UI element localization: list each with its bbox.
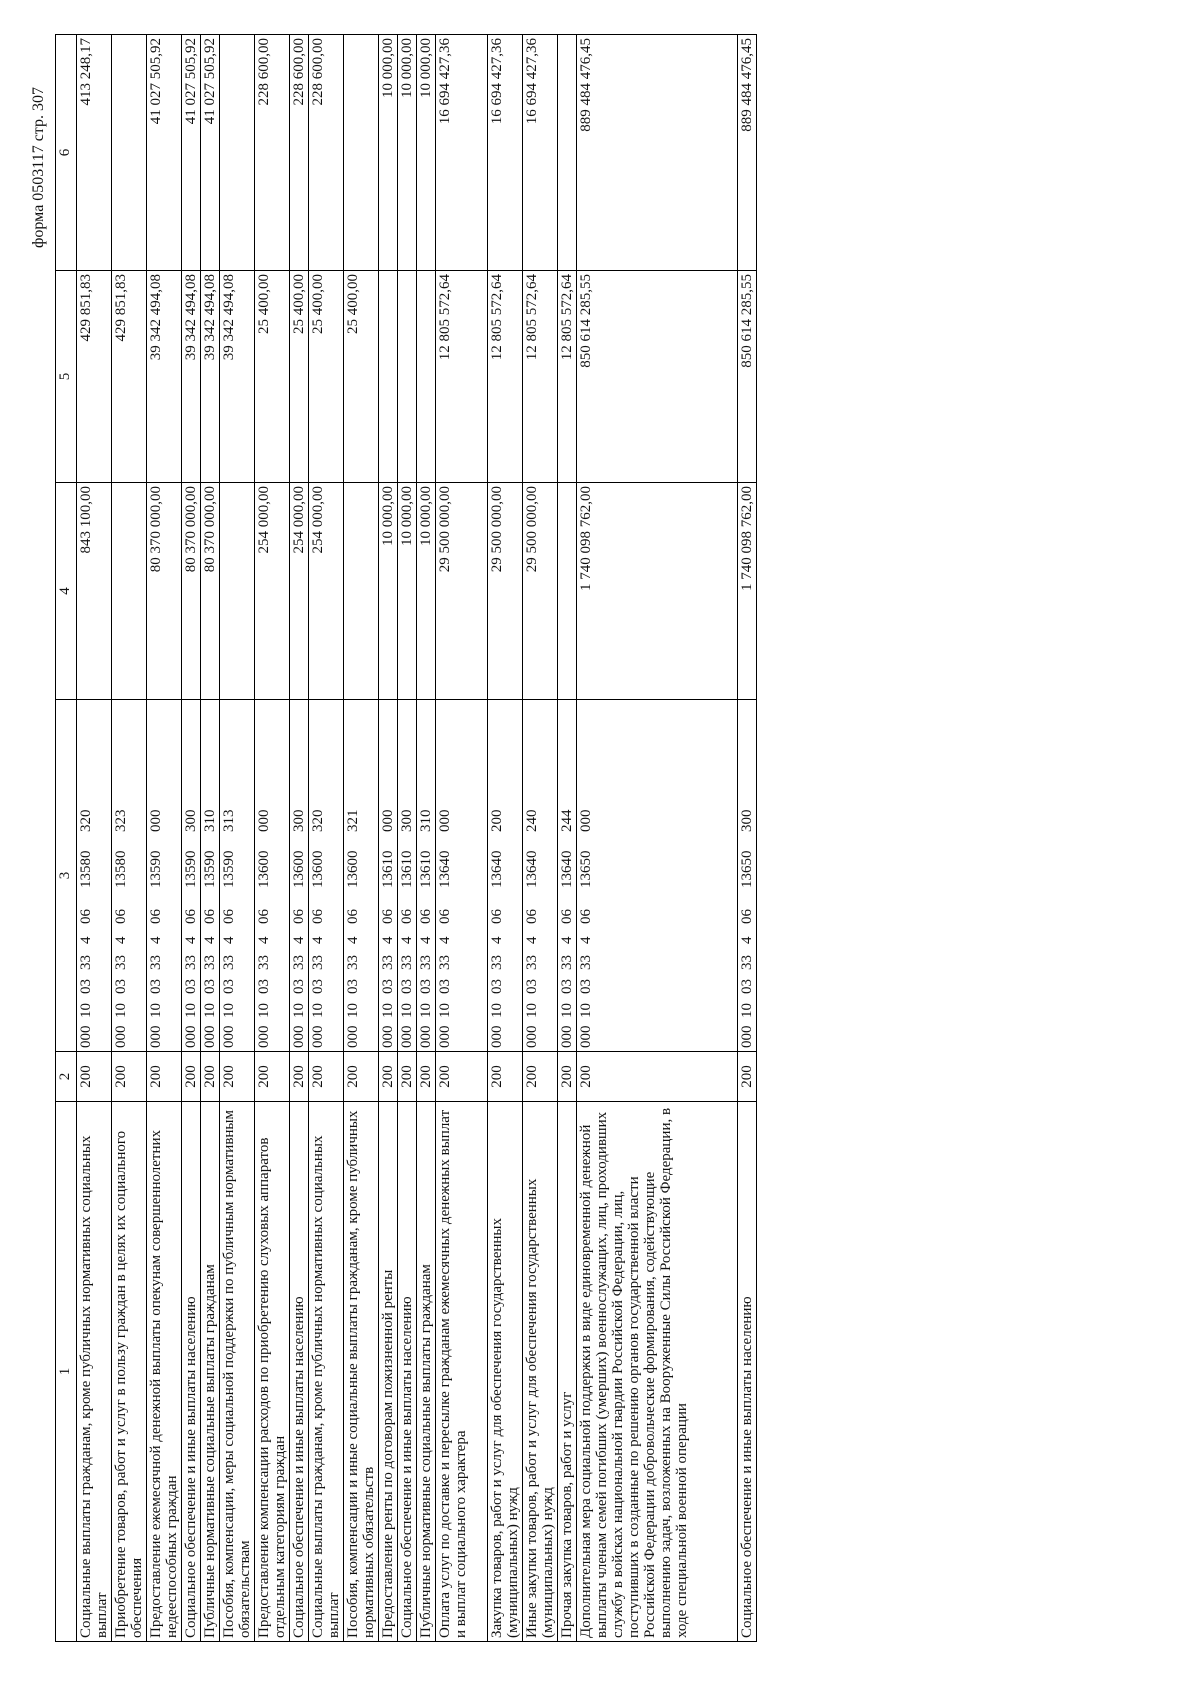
- code-part: 10: [291, 1003, 307, 1018]
- row-approved: 29 500 000,00: [488, 483, 523, 700]
- row-budget-code: [344, 700, 379, 1052]
- code-part: 4: [559, 936, 575, 944]
- code-part: 4: [399, 936, 415, 944]
- row-approved: 1 740 098 762,00: [577, 483, 738, 700]
- code-part: 244: [559, 809, 575, 832]
- row-budget-code: [290, 700, 309, 1052]
- row-unexecuted: 41 027 505,92: [201, 35, 220, 271]
- code-part: 33: [739, 955, 755, 970]
- row-line-code: 200: [201, 1052, 220, 1102]
- row-unexecuted: 10 000,00: [398, 35, 417, 271]
- code-part: 4: [113, 936, 129, 944]
- table-row: [147, 35, 182, 1642]
- row-budget-code: [398, 700, 417, 1052]
- code-part: 310: [202, 809, 218, 832]
- code-part: 320: [78, 809, 94, 832]
- code-part: 000: [291, 1025, 307, 1048]
- code-part: 323: [113, 809, 129, 832]
- row-budget-code: [738, 700, 757, 1052]
- table-row: [436, 35, 488, 1642]
- code-part: 06: [489, 909, 505, 924]
- code-part: 321: [345, 809, 361, 832]
- code-part: 000: [113, 1025, 129, 1048]
- code-part: 33: [113, 955, 129, 970]
- table-row: [309, 35, 344, 1642]
- row-budget-code: [577, 700, 738, 1052]
- row-executed: 850 614 285,55: [738, 271, 757, 483]
- row-executed: 25 400,00: [344, 271, 379, 483]
- code-part: 4: [437, 936, 453, 944]
- row-name: Социальные выплаты гражданам, кроме публичных нормативных социальных выплат: [309, 1102, 344, 1642]
- table-row: [558, 35, 577, 1642]
- code-part: 4: [739, 936, 755, 944]
- row-executed: [379, 271, 398, 483]
- row-line-code: 200: [417, 1052, 436, 1102]
- row-name: Социальное обеспечение и иные выплаты населению: [182, 1102, 201, 1642]
- code-part: 10: [399, 1003, 415, 1018]
- code-part: 06: [78, 909, 94, 924]
- code-part: 4: [221, 936, 237, 944]
- code-part: 06: [221, 909, 237, 924]
- code-part: 13590: [183, 850, 199, 888]
- code-part: 13590: [221, 850, 237, 888]
- code-part: 06: [437, 909, 453, 924]
- row-budget-code: [255, 700, 290, 1052]
- row-unexecuted: 10 000,00: [417, 35, 436, 271]
- code-part: 03: [399, 979, 415, 994]
- row-executed: 12 805 572,64: [436, 271, 488, 483]
- code-part: 13650: [578, 850, 594, 888]
- code-part: 4: [489, 936, 505, 944]
- row-executed: 12 805 572,64: [558, 271, 577, 483]
- row-budget-code: [488, 700, 523, 1052]
- code-part: 13580: [78, 850, 94, 888]
- table-row: [220, 35, 255, 1642]
- code-part: 03: [418, 979, 434, 994]
- code-part: 10: [380, 1003, 396, 1018]
- code-part: 13590: [202, 850, 218, 888]
- code-part: 03: [310, 979, 326, 994]
- code-part: 10: [578, 1003, 594, 1018]
- code-part: 000: [437, 809, 453, 832]
- code-part: 03: [148, 979, 164, 994]
- code-part: 300: [739, 809, 755, 832]
- code-part: 03: [345, 979, 361, 994]
- code-part: 000: [256, 809, 272, 832]
- row-budget-code: [417, 700, 436, 1052]
- code-part: 03: [113, 979, 129, 994]
- row-unexecuted: 228 600,00: [255, 35, 290, 271]
- code-part: 000: [380, 809, 396, 832]
- code-part: 03: [78, 979, 94, 994]
- code-part: 4: [256, 936, 272, 944]
- code-part: 03: [183, 979, 199, 994]
- code-part: 000: [739, 1025, 755, 1048]
- row-name: Социальное обеспечение и иные выплаты населению: [290, 1102, 309, 1642]
- code-part: 06: [291, 909, 307, 924]
- code-part: 4: [418, 936, 434, 944]
- row-unexecuted: 16 694 427,36: [436, 35, 488, 271]
- row-line-code: 200: [558, 1052, 577, 1102]
- code-part: 03: [739, 979, 755, 994]
- row-unexecuted: 41 027 505,92: [182, 35, 201, 271]
- row-name: Приобретение товаров, работ и услуг в пользу граждан в целях их социального обеспечения: [112, 1102, 147, 1642]
- code-part: 13640: [559, 850, 575, 888]
- code-part: 06: [380, 909, 396, 924]
- row-approved: 843 100,00: [77, 483, 112, 700]
- code-part: 000: [380, 1025, 396, 1048]
- row-executed: 25 400,00: [255, 271, 290, 483]
- row-line-code: 200: [523, 1052, 558, 1102]
- table-row: [255, 35, 290, 1642]
- code-part: 33: [291, 955, 307, 970]
- row-executed: 12 805 572,64: [523, 271, 558, 483]
- row-budget-code: [436, 700, 488, 1052]
- code-part: 10: [418, 1003, 434, 1018]
- row-executed: 12 805 572,64: [488, 271, 523, 483]
- table-row: [488, 35, 523, 1642]
- row-unexecuted: 16 694 427,36: [488, 35, 523, 271]
- row-executed: 25 400,00: [290, 271, 309, 483]
- code-part: 200: [489, 809, 505, 832]
- code-part: 06: [183, 909, 199, 924]
- row-line-code: 200: [182, 1052, 201, 1102]
- row-line-code: 200: [112, 1052, 147, 1102]
- row-line-code: 200: [344, 1052, 379, 1102]
- code-part: 13640: [437, 850, 453, 888]
- table-row: [290, 35, 309, 1642]
- code-part: 10: [437, 1003, 453, 1018]
- code-part: 4: [148, 936, 164, 944]
- header-col-2: 2: [56, 1052, 77, 1102]
- table-row: [398, 35, 417, 1642]
- code-part: 300: [399, 809, 415, 832]
- row-name: Публичные нормативные социальные выплаты гражданам: [201, 1102, 220, 1642]
- code-part: 10: [183, 1003, 199, 1018]
- header-col-3: 3: [56, 700, 77, 1052]
- row-unexecuted: 889 484 476,45: [577, 35, 738, 271]
- row-unexecuted: [220, 35, 255, 271]
- code-part: 33: [183, 955, 199, 970]
- code-part: 000: [78, 1025, 94, 1048]
- row-name: Прочая закупка товаров, работ и услуг: [558, 1102, 577, 1642]
- row-name: Оплата услуг по доставке и пересылке гражданам ежемесячных денежных выплат и выплат социального характера: [436, 1102, 488, 1642]
- code-part: 13590: [148, 850, 164, 888]
- row-executed: [417, 271, 436, 483]
- row-budget-code: [112, 700, 147, 1052]
- row-unexecuted: 228 600,00: [290, 35, 309, 271]
- code-part: 13610: [380, 850, 396, 888]
- code-part: 4: [380, 936, 396, 944]
- row-approved: 10 000,00: [379, 483, 398, 700]
- code-part: 4: [310, 936, 326, 944]
- header-col-4: 4: [56, 483, 77, 700]
- row-executed: 25 400,00: [309, 271, 344, 483]
- code-part: 000: [489, 1025, 505, 1048]
- row-executed: 429 851,83: [112, 271, 147, 483]
- table-body: [56, 35, 757, 1642]
- row-approved: [344, 483, 379, 700]
- code-part: 06: [113, 909, 129, 924]
- code-part: 10: [256, 1003, 272, 1018]
- row-executed: 429 851,83: [77, 271, 112, 483]
- table-row: [523, 35, 558, 1642]
- row-name: Закупка товаров, работ и услуг для обеспечения государственных (муниципальных) нужд: [488, 1102, 523, 1642]
- row-approved: 80 370 000,00: [201, 483, 220, 700]
- row-unexecuted: [344, 35, 379, 271]
- row-unexecuted: [558, 35, 577, 271]
- row-approved: 29 500 000,00: [436, 483, 488, 700]
- code-part: 13640: [489, 850, 505, 888]
- row-budget-code: [220, 700, 255, 1052]
- code-part: 33: [418, 955, 434, 970]
- code-part: 03: [291, 979, 307, 994]
- code-part: 10: [113, 1003, 129, 1018]
- code-part: 06: [739, 909, 755, 924]
- row-name: Предоставление ежемесячной денежной выплаты опекунам совершеннолетних недееспособных граждан: [147, 1102, 182, 1642]
- row-line-code: 200: [77, 1052, 112, 1102]
- header-row: [56, 35, 77, 1642]
- code-part: 33: [380, 955, 396, 970]
- row-unexecuted: 16 694 427,36: [523, 35, 558, 271]
- code-part: 06: [345, 909, 361, 924]
- row-line-code: 200: [436, 1052, 488, 1102]
- row-unexecuted: 413 248,17: [77, 35, 112, 271]
- row-unexecuted: [112, 35, 147, 271]
- row-executed: 39 342 494,08: [220, 271, 255, 483]
- code-part: 03: [559, 979, 575, 994]
- row-budget-code: [201, 700, 220, 1052]
- row-line-code: 200: [488, 1052, 523, 1102]
- row-name: Социальное обеспечение и иные выплаты населению: [738, 1102, 757, 1642]
- code-part: 33: [202, 955, 218, 970]
- code-part: 10: [148, 1003, 164, 1018]
- row-budget-code: [309, 700, 344, 1052]
- row-name: Иные закупки товаров, работ и услуг для обеспечения государственных (муниципальных) нужд: [523, 1102, 558, 1642]
- row-name: Предоставление компенсации расходов по приобретению слуховых аппаратов отдельным категориям граждан: [255, 1102, 290, 1642]
- row-name: Пособия, компенсации и иные социальные выплаты гражданам, кроме публичных нормативных обязательств: [344, 1102, 379, 1642]
- code-part: 000: [148, 1025, 164, 1048]
- code-part: 310: [418, 809, 434, 832]
- row-line-code: 200: [738, 1052, 757, 1102]
- code-part: 33: [524, 955, 540, 970]
- code-part: 10: [202, 1003, 218, 1018]
- table-row: [738, 35, 757, 1642]
- code-part: 10: [221, 1003, 237, 1018]
- code-part: 000: [183, 1025, 199, 1048]
- row-approved: [558, 483, 577, 700]
- row-approved: 29 500 000,00: [523, 483, 558, 700]
- row-approved: 80 370 000,00: [182, 483, 201, 700]
- code-part: 33: [221, 955, 237, 970]
- code-part: 4: [578, 936, 594, 944]
- code-part: 10: [345, 1003, 361, 1018]
- row-name: Социальное обеспечение и иные выплаты населению: [398, 1102, 417, 1642]
- code-part: 000: [310, 1025, 326, 1048]
- code-part: 000: [202, 1025, 218, 1048]
- code-part: 240: [524, 809, 540, 832]
- code-part: 06: [310, 909, 326, 924]
- code-part: 300: [291, 809, 307, 832]
- code-part: 000: [578, 809, 594, 832]
- code-part: 4: [524, 936, 540, 944]
- row-line-code: 200: [220, 1052, 255, 1102]
- row-budget-code: [558, 700, 577, 1052]
- code-part: 03: [380, 979, 396, 994]
- table-row: [77, 35, 112, 1642]
- row-name: Пособия, компенсации, меры социальной поддержки по публичным нормативным обязательствам: [220, 1102, 255, 1642]
- table-row: [112, 35, 147, 1642]
- code-part: 000: [524, 1025, 540, 1048]
- code-part: 33: [78, 955, 94, 970]
- code-part: 06: [399, 909, 415, 924]
- code-part: 13640: [524, 850, 540, 888]
- row-executed: 39 342 494,08: [201, 271, 220, 483]
- code-part: 4: [183, 936, 199, 944]
- code-part: 33: [489, 955, 505, 970]
- code-part: 13600: [256, 850, 272, 888]
- code-part: 03: [221, 979, 237, 994]
- code-part: 33: [559, 955, 575, 970]
- budget-table: [55, 34, 757, 1642]
- row-name: Социальные выплаты гражданам, кроме публичных нормативных социальных выплат: [77, 1102, 112, 1642]
- row-line-code: 200: [398, 1052, 417, 1102]
- code-part: 33: [437, 955, 453, 970]
- row-name: Публичные нормативные социальные выплаты гражданам: [417, 1102, 436, 1642]
- row-unexecuted: 228 600,00: [309, 35, 344, 271]
- table-row: [577, 35, 738, 1642]
- row-unexecuted: 10 000,00: [379, 35, 398, 271]
- code-part: 13580: [113, 850, 129, 888]
- code-part: 000: [221, 1025, 237, 1048]
- row-line-code: 200: [379, 1052, 398, 1102]
- code-part: 000: [559, 1025, 575, 1048]
- row-line-code: 200: [147, 1052, 182, 1102]
- code-part: 06: [202, 909, 218, 924]
- code-part: 10: [739, 1003, 755, 1018]
- row-line-code: 200: [309, 1052, 344, 1102]
- code-part: 313: [221, 809, 237, 832]
- code-part: 33: [310, 955, 326, 970]
- code-part: 000: [256, 1025, 272, 1048]
- row-unexecuted: 889 484 476,45: [738, 35, 757, 271]
- code-part: 33: [399, 955, 415, 970]
- code-part: 10: [524, 1003, 540, 1018]
- code-part: 33: [578, 955, 594, 970]
- code-part: 03: [202, 979, 218, 994]
- code-part: 13650: [739, 850, 755, 888]
- code-part: 300: [183, 809, 199, 832]
- code-part: 03: [256, 979, 272, 994]
- row-executed: [398, 271, 417, 483]
- code-part: 13610: [399, 850, 415, 888]
- code-part: 33: [148, 955, 164, 970]
- code-part: 03: [437, 979, 453, 994]
- code-part: 000: [418, 1025, 434, 1048]
- row-budget-code: [523, 700, 558, 1052]
- code-part: 03: [489, 979, 505, 994]
- code-part: 03: [578, 979, 594, 994]
- code-part: 13600: [291, 850, 307, 888]
- code-part: 000: [578, 1025, 594, 1048]
- table-row: [417, 35, 436, 1642]
- row-approved: 10 000,00: [417, 483, 436, 700]
- row-approved: 254 000,00: [290, 483, 309, 700]
- code-part: 000: [345, 1025, 361, 1048]
- row-name: Дополнительная мера социальной поддержки в виде единовременной денежной выплаты членам семей погибших (умерших) военнослужащих, лиц, проходивших службу в войсках национальной гвардии Российской Федерации, лиц, поступивших в созданные по решению органов государственной власти Российской Федерации добровольческие формирования, содействующие выполнению задач, возложенных на Вооруженные Силы Российской Федерации, в ходе специальной военной операции: [577, 1102, 738, 1642]
- row-budget-code: [379, 700, 398, 1052]
- row-budget-code: [77, 700, 112, 1052]
- row-budget-code: [147, 700, 182, 1052]
- code-part: 06: [256, 909, 272, 924]
- code-part: 33: [256, 955, 272, 970]
- code-part: 13610: [418, 850, 434, 888]
- form-note: форма 0503117 стр. 307: [30, 87, 47, 248]
- row-approved: 80 370 000,00: [147, 483, 182, 700]
- code-part: 06: [418, 909, 434, 924]
- code-part: 000: [148, 809, 164, 832]
- code-part: 4: [202, 936, 218, 944]
- row-executed: 39 342 494,08: [147, 271, 182, 483]
- row-line-code: 200: [255, 1052, 290, 1102]
- code-part: 4: [345, 936, 361, 944]
- code-part: 06: [148, 909, 164, 924]
- row-approved: [112, 483, 147, 700]
- table-row: [344, 35, 379, 1642]
- row-line-code: 200: [577, 1052, 738, 1102]
- row-budget-code: [182, 700, 201, 1052]
- code-part: 4: [78, 936, 94, 944]
- code-part: 13600: [345, 850, 361, 888]
- code-part: 000: [437, 1025, 453, 1048]
- code-part: 06: [524, 909, 540, 924]
- code-part: 4: [291, 936, 307, 944]
- header-col-6: 6: [56, 35, 77, 271]
- row-approved: [220, 483, 255, 700]
- header-col-5: 5: [56, 271, 77, 483]
- row-approved: 10 000,00: [398, 483, 417, 700]
- code-part: 06: [559, 909, 575, 924]
- code-part: 000: [399, 1025, 415, 1048]
- row-executed: 850 614 285,55: [577, 271, 738, 483]
- header-col-1: 1: [56, 1102, 77, 1642]
- table-row: [201, 35, 220, 1642]
- row-executed: 39 342 494,08: [182, 271, 201, 483]
- code-part: 320: [310, 809, 326, 832]
- code-part: 13600: [310, 850, 326, 888]
- code-part: 10: [78, 1003, 94, 1018]
- code-part: 10: [310, 1003, 326, 1018]
- table-row: [182, 35, 201, 1642]
- code-part: 03: [524, 979, 540, 994]
- table-row: [379, 35, 398, 1642]
- code-part: 06: [578, 909, 594, 924]
- code-part: 33: [345, 955, 361, 970]
- row-unexecuted: 41 027 505,92: [147, 35, 182, 271]
- row-approved: 254 000,00: [309, 483, 344, 700]
- code-part: 10: [489, 1003, 505, 1018]
- row-name: Предоставление ренты по договорам пожизненной ренты: [379, 1102, 398, 1642]
- row-line-code: 200: [290, 1052, 309, 1102]
- code-part: 10: [559, 1003, 575, 1018]
- row-approved: 1 740 098 762,00: [738, 483, 757, 700]
- row-approved: 254 000,00: [255, 483, 290, 700]
